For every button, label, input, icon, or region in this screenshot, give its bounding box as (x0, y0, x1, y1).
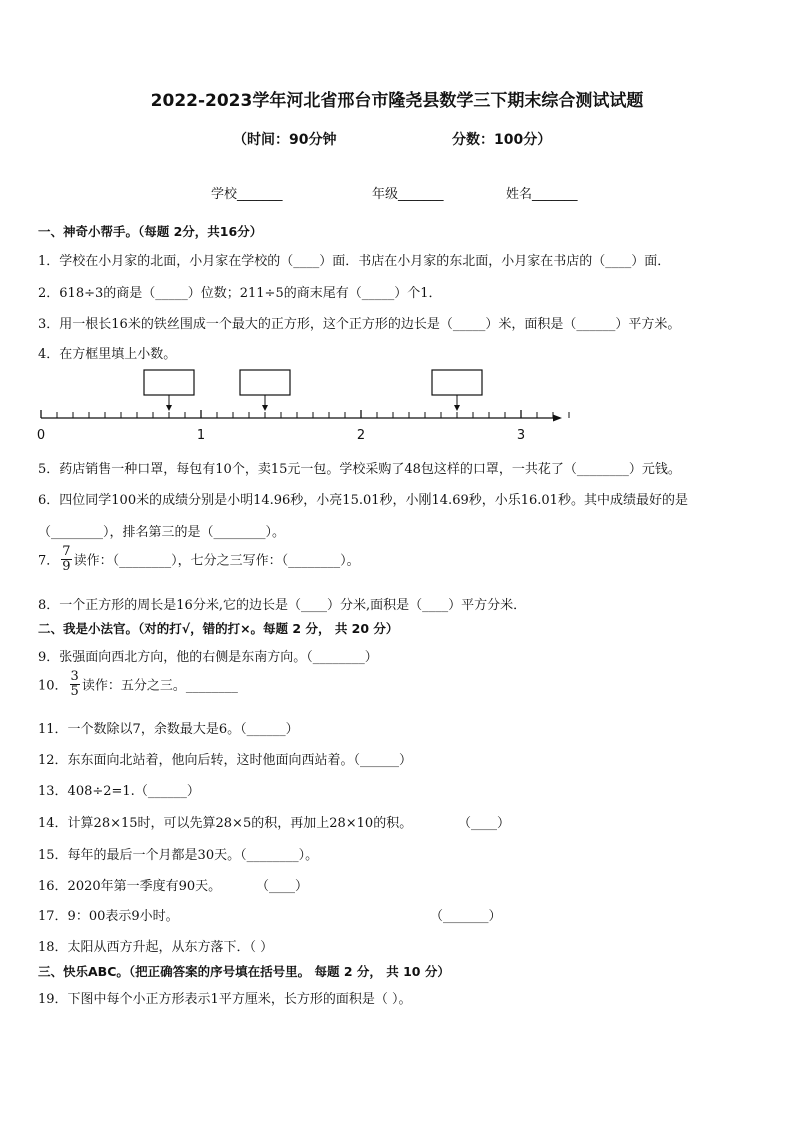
question-2: 2．618÷3的商是（_____）位数；211÷5的商末尾有（_____）个1． (38, 286, 442, 301)
answer-box (144, 370, 194, 395)
number-line-figure (30, 365, 570, 450)
school-field: 学校_______ (211, 187, 283, 202)
number-line-label: 0 (36, 428, 46, 443)
question-8: 8．一个正方形的周长是16分米,它的边长是（____）分米,面积是（____）平方分米． (38, 598, 527, 613)
pointer-arrow-head (166, 405, 172, 411)
question-10 (38, 670, 238, 698)
section-heading-1: 一、神奇小帮手。（每题 2分，共16分） (38, 224, 263, 239)
question-1: 1．学校在小月家的北面，小月家在学校的（____）面．书店在小月家的东北面，小月家在书店的（____）面． (38, 254, 671, 269)
page-title: 2022-2023学年河北省邢台市隆尧县数学三下期末综合测试试题 (150, 91, 644, 111)
question-11: 11．一个数除以7，余数最大是6。（______） (38, 722, 299, 737)
question-19: 19．下图中每个小正方形表示1平方厘米，长方形的面积是（ ）。 (38, 992, 412, 1007)
question-14: 14．计算28×15时，可以先算28×5的积，再加上28×10的积。 (38, 816, 413, 831)
number-line-label: 2 (356, 428, 366, 443)
exam-time: （时间：90分钟 (233, 132, 337, 148)
fraction-numerator: 3 (70, 669, 79, 684)
question-17: 17．9：00表示9小时。 (38, 909, 179, 924)
question-7-text: 读作：（________），七分之三写作：（________）。 (73, 553, 360, 569)
answer-box (240, 370, 290, 395)
fraction-denominator: 5 (70, 683, 79, 699)
number-line-label: 1 (196, 428, 206, 443)
question-7 (38, 545, 360, 573)
question-17-answer-blank: （_______） (430, 909, 502, 924)
question-9: 9．张强面向西北方向，他的右侧是东南方向。（________） (38, 650, 378, 665)
number-line-label: 3 (516, 428, 526, 443)
exam-score: 分数：100分） (452, 132, 552, 148)
fraction-denominator: 9 (62, 558, 71, 574)
question-10-text: 读作：五分之三。________ (81, 678, 238, 694)
question-6-line-2: （________），排名第三的是（________）。 (38, 525, 286, 540)
fraction-7-9 (61, 545, 71, 573)
question-13: 13．408÷2=1.（______） (38, 784, 200, 799)
answer-box (432, 370, 482, 395)
question-3: 3．用一根长16米的铁丝围成一个最大的正方形，这个正方形的边长是（_____）米，面积是（______）平方米。 (38, 317, 681, 332)
question-16-answer-blank: （____） (256, 879, 309, 894)
question-12: 12．东东面向北站着，他向后转，这时他面向西站着。（______） (38, 753, 413, 768)
section-heading-3: 三、快乐ABC。（把正确答案的序号填在括号里。 每题 2 分， 共 10 分） (38, 964, 450, 979)
grade-field: 年级_______ (372, 187, 444, 202)
question-10-number: 10． (38, 678, 68, 694)
fraction-numerator: 7 (62, 544, 71, 559)
question-5: 5．药店销售一种口罩，每包有10个，卖15元一包。学校采购了48包这样的口罩，一共花了（________）元钱。 (38, 462, 681, 477)
name-field: 姓名_______ (506, 187, 578, 202)
question-18: 18．太阳从西方升起，从东方落下．（ ） (38, 940, 274, 955)
number-line-arrow (553, 415, 562, 422)
pointer-arrow-head (262, 405, 268, 411)
question-15: 15．每年的最后一个月都是30天。（________）。 (38, 848, 319, 863)
question-7-number: 7． (38, 553, 60, 569)
pointer-arrow-head (454, 405, 460, 411)
section-heading-2: 二、我是小法官。（对的打√，错的打×。每题 2 分， 共 20 分） (38, 621, 399, 636)
question-14-answer-blank: （____） (458, 816, 511, 831)
question-16: 16．2020年第一季度有90天。 (38, 879, 222, 894)
fraction-3-5 (70, 670, 80, 698)
question-6-line-1: 6．四位同学100米的成绩分别是小明14.96秒，小亮15.01秒，小刚14.69秒，小乐16.01秒。其中成绩最好的是 (38, 493, 688, 508)
question-4: 4．在方框里填上小数。 (38, 347, 177, 362)
